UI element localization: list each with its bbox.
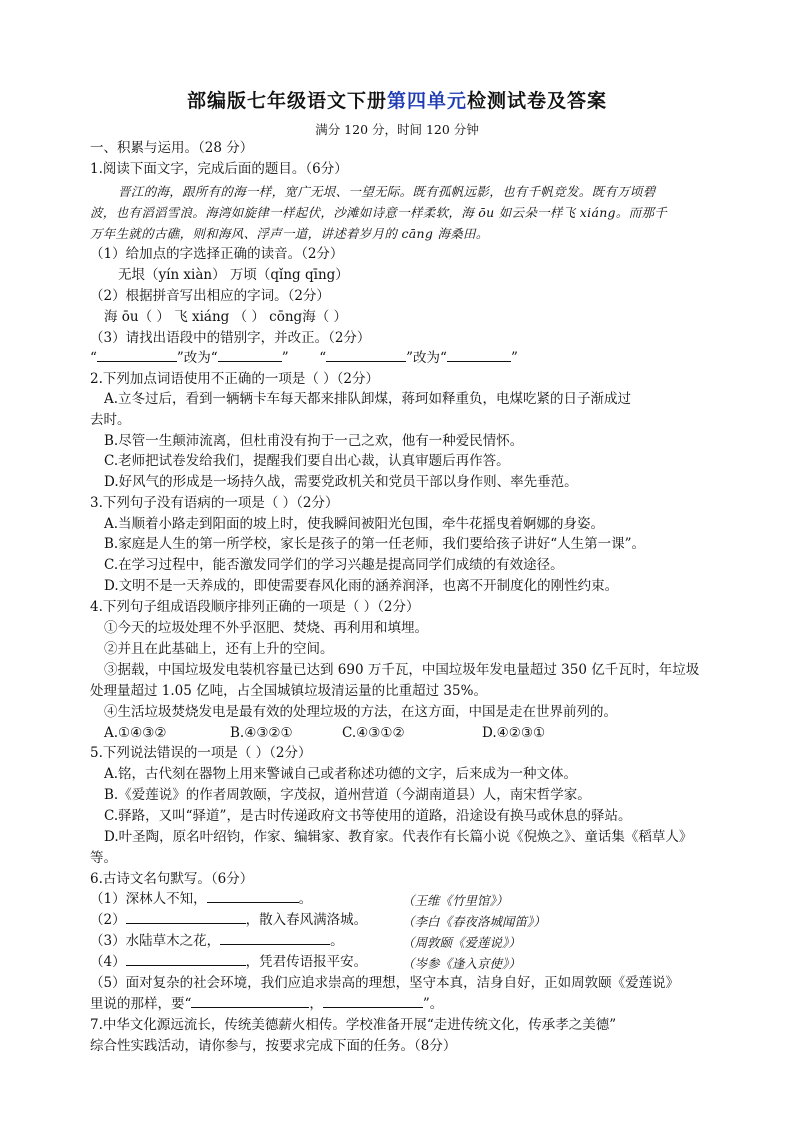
q6-text: （3）水陆草木之花， [90, 933, 221, 949]
q6-source-2: （李白《春夜洛城闻笛》） [402, 914, 546, 929]
q4-sentence-4: ④生活垃圾焚烧发电是最有效的处理垃圾的方法，在这方面，中国是走在世界前列的。 [104, 704, 617, 720]
q3-option-d: D.文明不是一天养成的，即使需要春风化雨的涵养润泽，也离不开制度化的刚性约束。 [104, 578, 619, 594]
quote-open: “ [319, 350, 327, 366]
q5-option-d: D.叶圣陶，原名叶绍钧，作家、编辑家、教育家。代表作有长篇小说《倪焕之》、童话集《稻草人》 [104, 829, 693, 845]
q1-sub1-options: 无垠（yín xiàn） 万顷（qǐng qīng） [118, 267, 349, 283]
q2-option-a-cont: 去时。 [90, 412, 131, 428]
answer-blank[interactable] [326, 349, 406, 362]
answer-blank[interactable] [447, 349, 511, 362]
q6-text: （1）深林人不知， [90, 891, 207, 907]
q5-option-d-cont: 等。 [90, 850, 117, 866]
q1-sub2: （2）根据拼音写出相应的字词。（2分） [90, 288, 330, 304]
q6-source-4: （岑参《逢入京使》） [402, 956, 521, 971]
q6-text: ”。 [422, 996, 444, 1012]
q4-option-b: B.④③②① [230, 725, 293, 741]
q6-text: ，散入春风满洛城。 [245, 912, 368, 928]
q4-option-a: A.①④③② [104, 725, 167, 741]
answer-blank[interactable] [323, 995, 423, 1008]
q2-option-b: B.尽管一生颠沛流离，但杜甫没有拘于一己之欢，他有一种爱民情怀。 [104, 433, 524, 449]
q6-text: ， [309, 996, 323, 1012]
q5-option-c: C.驿路，又叫“驿道”，是古时传递政府文书等使用的道路，沿途设有换马或休息的驿站。 [104, 808, 632, 824]
q4-option-c: C.④③①② [342, 725, 405, 741]
q6-text: （4） [90, 954, 126, 970]
q6-line-4 [90, 953, 367, 971]
change-to-label: ”改为“ [406, 350, 447, 366]
page-title [0, 86, 794, 113]
q5-stem: 5.下列说法错误的一项是（ ）（2分） [90, 745, 312, 761]
answer-blank[interactable] [220, 932, 330, 945]
q1-sub1: （1）给加点的字选择正确的读音。（2分） [90, 246, 344, 262]
answer-blank[interactable] [97, 349, 177, 362]
answer-blank[interactable] [126, 953, 246, 966]
q4-sentence-3-cont: 处理量超过 1.05 亿吨，占全国城镇垃圾清运量的比重超过 35%。 [90, 683, 487, 699]
q4-sentence-2: ②并且在此基础上，还有上升的空间。 [104, 641, 334, 657]
title-part-unit: 第四单元 [386, 90, 467, 112]
q6-line-5-cont [90, 995, 443, 1013]
q6-line-1 [90, 890, 312, 908]
q4-stem: 4.下列句子组成语段顺序排列正确的一项是（ ）（2分） [90, 599, 420, 615]
q4-sentence-1: ①今天的垃圾处理不外乎沤肥、焚烧、再利用和填埋。 [104, 620, 428, 636]
title-part-1: 部编版七年级语文下册 [186, 90, 387, 112]
q3-option-b: B.家庭是人生的第一所学校，家长是孩子的第一任老师，我们要给孩子讲好“人生第一课”。 [104, 536, 646, 552]
q7-stem: 7.中华文化源远流长，传统美德薪火相传。学校准备开展“走进传统文化，传承孝之美德” [90, 1017, 617, 1033]
answer-blank[interactable] [191, 995, 309, 1008]
q4-option-d: D.④②③① [482, 725, 546, 741]
q6-line-5: （5）面对复杂的社会环境，我们应追求崇高的理想，坚守本真，洁身自好，正如周敦颐《爱莲说》 [90, 975, 680, 991]
q2-option-d: D.好风气的形成是一场持久战，需要党政机关和党员干部以身作则、率先垂范。 [104, 474, 578, 490]
q6-line-3 [90, 932, 344, 950]
q1-stem: 1.阅读下面文字，完成后面的题目。（6分） [90, 161, 348, 177]
answer-blank[interactable] [126, 911, 246, 924]
quote-close: ” [510, 350, 518, 366]
q7-stem-cont: 综合性实践活动，请你参与，按要求完成下面的任务。（8分） [90, 1038, 457, 1054]
q2-option-c: C.老师把试卷发给我们，提醒我们要自出心裁，认真审题后再作答。 [104, 453, 510, 469]
q3-option-a: A.当顺着小路走到阳面的坡上时，使我瞬间被阳光包围，牵牛花摇曳着婀娜的身姿。 [104, 516, 605, 532]
answer-blank[interactable] [218, 349, 282, 362]
q1-sub3: （3）请找出语段中的错别字，并改正。（2分） [90, 330, 371, 346]
q6-text: ，凭君传语报平安。 [245, 954, 368, 970]
q6-text: （2） [90, 912, 126, 928]
q1-sub2-answers: 海 ōu（ ） 飞 xiáng （ ） cōng海（ ） [104, 309, 347, 325]
q6-text: 。 [330, 933, 344, 949]
q6-source-3: （周敦颐《爱莲说》） [402, 935, 521, 950]
q2-option-a: A.立冬过后，看到一辆辆卡车每天都来排队卸煤，蒋珂如释重负，电煤吃紧的日子渐成过 [104, 391, 632, 407]
q6-line-2 [90, 911, 367, 929]
q5-option-b: B.《爱莲说》的作者周敦颐，字茂叔，道州营道（今湖南道县）人，南宋哲学家。 [104, 787, 591, 803]
change-to-label: ”改为“ [176, 350, 218, 366]
q1-passage-line: 万年生就的古礁，则和海风、浮声一道，讲述着岁月的 cāng 海桑田。 [90, 226, 489, 241]
answer-blank[interactable] [207, 890, 299, 903]
q1-passage-line: 晋江的海，跟所有的海一样，宽广无垠、一望无际。既有孤帆远影，也有千帆竞发。既有万顷碧 [118, 184, 656, 199]
q5-option-a: A.铭，古代刻在器物上用来警诫自己或者称述功德的文字，后来成为一种文体。 [104, 766, 578, 782]
q6-text: 里说的那样，要“ [90, 996, 192, 1012]
q3-stem: 3.下列句子没有语病的一项是（ ）（2分） [90, 495, 339, 511]
q2-stem: 2.下列加点词语使用不正确的一项是（ ）（2分） [90, 371, 380, 387]
q6-stem: 6.古诗文名句默写。（6分） [90, 871, 254, 887]
quote-open: “ [90, 350, 97, 366]
q1-sub3-answers [90, 349, 518, 367]
q1-passage-line: 波，也有滔滔雪浪。海湾如旋律一样起伏，沙滩如诗意一样柔软，海 ōu 如云朵一样飞 xiáng。而那千 [90, 205, 668, 220]
q4-sentence-3: ③据载，中国垃圾发电装机容量已达到 690 万千瓦，中国垃圾年发电量超过 350 亿千瓦时，年垃圾 [104, 662, 700, 678]
page-subtitle: 满分 120 分，时间 120 分钟 [315, 122, 479, 137]
quote-close: ” [281, 350, 289, 366]
q6-source-1: （王维《竹里馆》） [402, 893, 509, 908]
q3-option-c: C.在学习过程中，能否激发同学们的学习兴趣是提高同学们成绩的有效途径。 [104, 557, 564, 573]
section-heading: 一、积累与运用。（28 分） [90, 140, 254, 156]
title-part-3: 检测试卷及答案 [467, 90, 608, 112]
q6-text: 。 [298, 891, 313, 907]
